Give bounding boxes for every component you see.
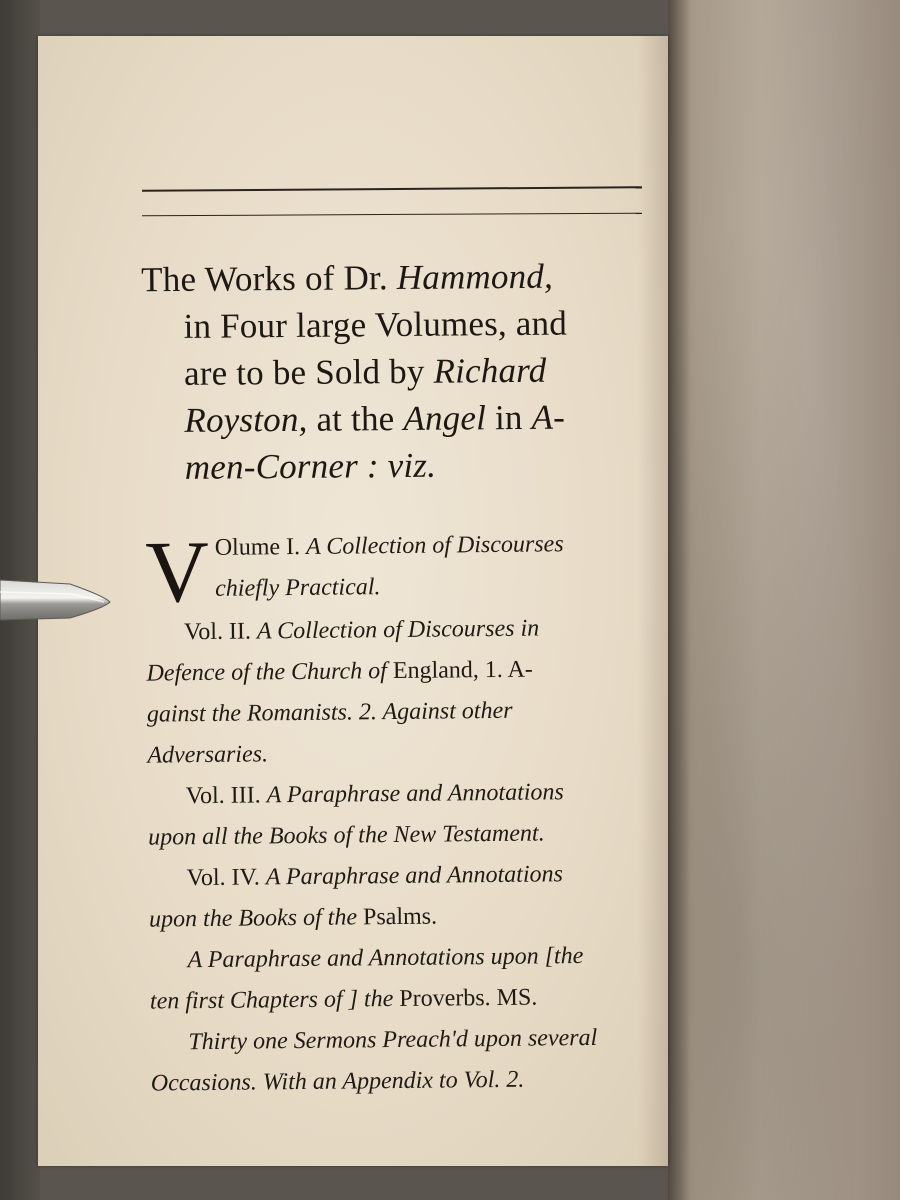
entry-italic: A Paraphrase and Annotations upon [the — [187, 943, 584, 974]
extra-1-line-2 — [150, 976, 650, 1022]
title-text: in Four large Volumes, and — [183, 303, 568, 346]
volume-3-line-2 — [148, 812, 648, 858]
double-rule-top — [142, 186, 642, 191]
title-text: The Works of Dr. — [141, 258, 397, 300]
title-italic: Angel — [403, 398, 487, 438]
volume-1-line-1 — [145, 523, 645, 569]
entry-text: Vol. IV. — [186, 864, 266, 892]
title-line-5 — [143, 440, 663, 492]
extra-2-line-2 — [151, 1058, 651, 1104]
volume-2-line-1 — [146, 607, 646, 653]
drop-cap: V — [144, 523, 210, 622]
title-block — [141, 252, 663, 492]
entry-text: Proverbs. MS. — [399, 984, 538, 1012]
entry-text: Vol. II. — [183, 618, 258, 646]
contents-list — [145, 523, 651, 1104]
entry-italic: A Paraphrase and Annotations — [266, 779, 564, 809]
volume-2-line-2 — [146, 648, 646, 694]
entry-italic: upon all the Books of the New Testament. — [148, 820, 545, 851]
facing-cover — [668, 0, 900, 1200]
volume-2-line-3 — [147, 689, 647, 735]
volume-3-line-1 — [148, 771, 648, 817]
title-italic: Richard — [433, 350, 547, 391]
volume-1-entry — [144, 523, 646, 622]
title-text: in — [485, 397, 532, 438]
double-rule-bottom — [142, 213, 642, 217]
title-italic: Royston, — [184, 399, 308, 440]
entry-text: Vol. III. — [185, 782, 267, 810]
entry-italic: Adversaries. — [147, 741, 269, 769]
entry-italic: ten first Chapters of ] the — [149, 985, 400, 1015]
entry-italic: A Paraphrase and Annotations — [265, 861, 564, 891]
volume-4-line-2 — [149, 894, 649, 940]
book-page — [38, 36, 668, 1166]
book-pointer-icon — [0, 574, 112, 626]
title-italic: men-Corner : viz. — [184, 445, 437, 487]
entry-italic: Defence of the Church of — [146, 658, 394, 687]
entry-text: Psalms. — [362, 903, 438, 931]
title-line-3 — [142, 346, 662, 398]
entry-italic: A Collection of Discourses — [305, 531, 564, 560]
title-text: at the — [307, 398, 404, 439]
title-line-2 — [141, 299, 661, 351]
volume-4-line-1 — [148, 853, 648, 899]
title-line-1 — [141, 252, 661, 304]
entry-italic: chiefly Practical. — [215, 574, 381, 602]
entry-italic: gainst the Romanists. 2. Against other — [146, 697, 513, 728]
entry-italic: upon the Books of the — [148, 904, 364, 933]
title-italic: Hammond, — [396, 256, 554, 298]
entry-italic: Thirty one Sermons Preach'd upon several — [188, 1024, 598, 1056]
title-italic: A- — [531, 397, 566, 437]
volume-2-line-4 — [147, 730, 647, 776]
extra-1-line-1 — [149, 935, 649, 981]
entry-text: Olume I. — [214, 533, 307, 561]
entry-text: England, 1. A- — [392, 656, 533, 685]
title-line-4 — [142, 393, 662, 445]
extra-2-line-1 — [150, 1017, 650, 1063]
entry-italic: Occasions. With an Appendix to Vol. 2. — [150, 1066, 525, 1097]
title-text: are to be Sold by — [183, 351, 434, 393]
volume-1-line-2 — [145, 564, 645, 610]
entry-italic: A Collection of Discourses in — [256, 615, 540, 645]
